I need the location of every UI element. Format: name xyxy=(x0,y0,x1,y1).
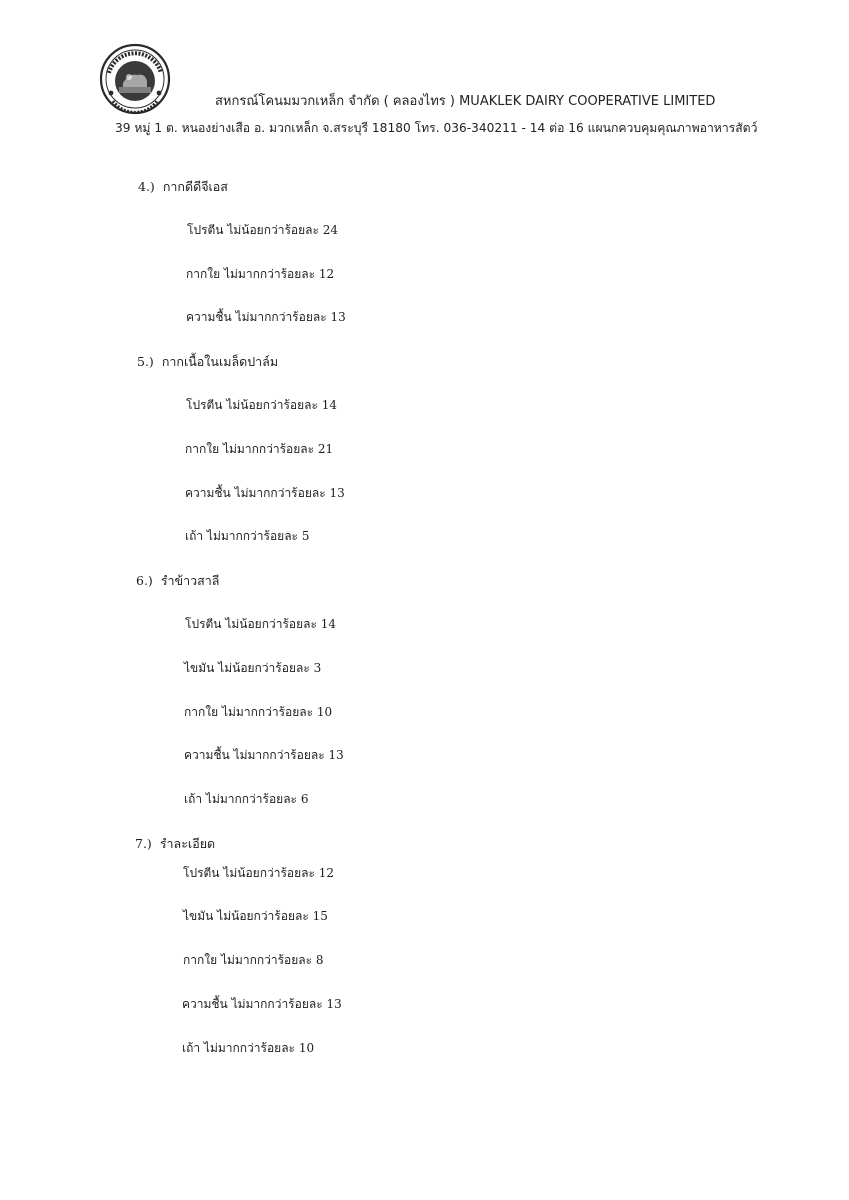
list-item: ความชื้น ไม่มากกว่าร้อยละ 13 xyxy=(185,486,345,500)
list-item: เถ้า ไม่มากกว่าร้อยละ 5 xyxy=(185,529,310,543)
cooperative-seal-icon xyxy=(99,43,171,115)
list-item: โปรตีน ไม่น้อยกว่าร้อยละ 14 xyxy=(185,617,337,631)
section-title: รำละเอียด xyxy=(159,836,216,851)
section-number: 4.) xyxy=(138,179,155,194)
section-title: กากเนื้อในเมล็ดปาล์ม xyxy=(161,354,279,369)
list-item: กากใย ไม่มากกว่าร้อยละ 8 xyxy=(183,953,324,967)
list-item: ไขมัน ไม่น้อยกว่าร้อยละ 15 xyxy=(183,909,328,923)
section-5-heading xyxy=(137,352,278,372)
section-title: รำข้าวสาลี xyxy=(160,573,220,588)
list-item: กากใย ไม่มากกว่าร้อยละ 10 xyxy=(184,705,333,719)
section-number: 7.) xyxy=(135,836,152,851)
section-number: 5.) xyxy=(137,354,154,369)
section-7-heading xyxy=(135,834,215,854)
section-title: กากดีดีจีเอส xyxy=(162,179,228,194)
list-item: โปรตีน ไม่น้อยกว่าร้อยละ 24 xyxy=(187,223,339,237)
section-number: 6.) xyxy=(136,573,153,588)
list-item: ความชื้น ไม่มากกว่าร้อยละ 13 xyxy=(182,997,342,1011)
organization-address: 39 หมู่ 1 ต. หนองย่างเสือ อ. มวกเหล็ก จ.สระบุรี 18180 โทร. 036-340211 - 14 ต่อ 16 แผนกควบคุมคุณภาพอาหารสัตว์ xyxy=(115,121,758,135)
list-item: ไขมัน ไม่น้อยกว่าร้อยละ 3 xyxy=(184,661,322,675)
list-item: เถ้า ไม่มากกว่าร้อยละ 6 xyxy=(184,792,309,806)
organization-name: สหกรณ์โคนมมวกเหล็ก จำกัด ( คลองไทร ) MUAKLEK DAIRY COOPERATIVE LIMITED xyxy=(215,94,716,109)
list-item: เถ้า ไม่มากกว่าร้อยละ 10 xyxy=(182,1041,315,1055)
list-item: กากใย ไม่มากกว่าร้อยละ 21 xyxy=(185,442,334,456)
list-item: โปรตีน ไม่น้อยกว่าร้อยละ 12 xyxy=(183,866,335,880)
list-item: โปรตีน ไม่น้อยกว่าร้อยละ 14 xyxy=(186,398,338,412)
list-item: ความชื้น ไม่มากกว่าร้อยละ 13 xyxy=(184,748,344,762)
section-4-heading xyxy=(138,177,228,197)
section-6-heading xyxy=(136,571,219,591)
list-item: กากใย ไม่มากกว่าร้อยละ 12 xyxy=(186,267,335,281)
list-item: ความชื้น ไม่มากกว่าร้อยละ 13 xyxy=(186,310,346,324)
